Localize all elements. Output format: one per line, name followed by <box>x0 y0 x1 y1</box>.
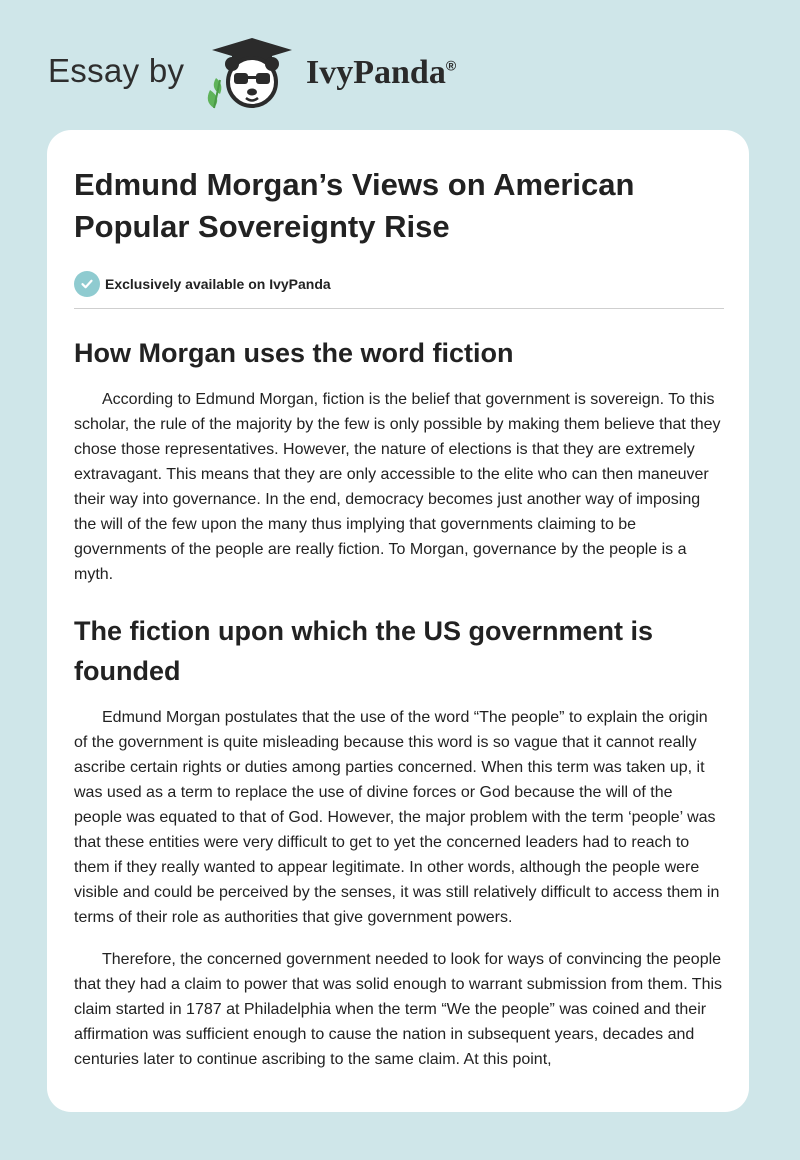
paragraph: Therefore, the concerned government needed to look for ways of convincing the people that they had a claim to power that was solid enough to warrant submission from them. This claim started in 1787 at Philadelphia when the term “We the people” was coined and their affirmation was sufficient enough to cause the nation in subsequent years, decades and centuries later to continue ascribing to the same claim. At this point, <box>74 951 723 1068</box>
panda-graduate-icon <box>202 34 298 110</box>
brand-name: IvyPanda® <box>306 54 457 91</box>
section-heading: The fiction upon which the US government is founded <box>74 616 654 686</box>
paragraph: According to Edmund Morgan, fiction is the belief that government is sovereign. To this scholar, the rule of the majority by the few is only possible by making them believe that they chose those representatives. However, the nature of elections is that they are extremely extravagant. This means that they are only accessible to the elite who can then maneuver their way into governance. In the end, democracy becomes just another way of imposing the will of the few upon the many thus implying that governments claiming to be governments of the people are really fiction. To Morgan, governance by the people is a myth. <box>74 391 721 583</box>
check-circle-icon <box>74 271 100 297</box>
exclusive-label: Exclusively available on IvyPanda <box>105 276 331 292</box>
brand-header <box>48 34 488 114</box>
exclusive-badge <box>74 270 724 298</box>
paragraph: Edmund Morgan postulates that the use of the word “The people” to explain the origin of the government is quite misleading because this word is so vague that it cannot really ascribe certain rights or duties among parties concerned. When this term was taken up, it was used as a term to replace the use of divine forces or God because the will of the people was equated to that of God. However, the major problem with the term ‘people’ was that these entities were very difficult to get to yet the concerned leaders had to reach to them if they really wanted to appear legitimate. In other words, although the people were visible and could be perceived by the senses, it was still relatively difficult to access them in terms of their role as authorities that give government powers. <box>74 709 720 926</box>
section-heading: How Morgan uses the word fiction <box>74 338 514 368</box>
divider <box>74 308 724 309</box>
essay-card <box>47 130 749 1112</box>
essay-content <box>74 164 724 1072</box>
brand-prefix: Essay by <box>48 52 185 89</box>
essay-title: Edmund Morgan’s Views on American Popular Sovereignty Rise <box>74 167 635 244</box>
